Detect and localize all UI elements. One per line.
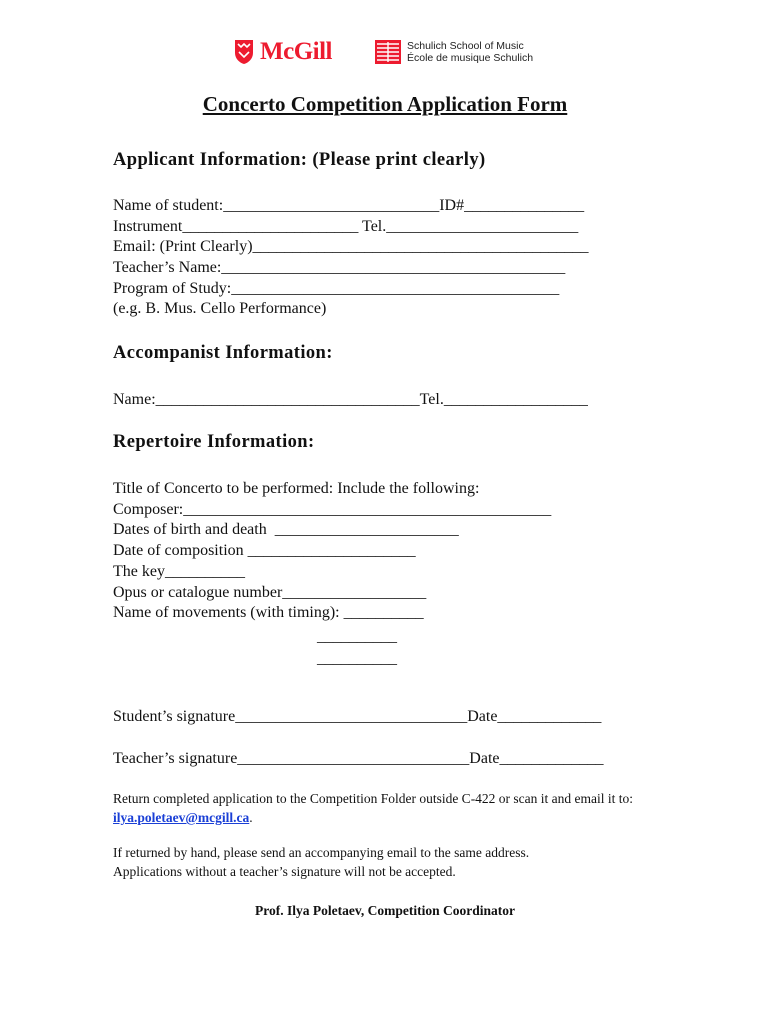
movements-field-2[interactable]: __________ bbox=[113, 628, 397, 645]
schulich-line-fr: École de musique Schulich bbox=[407, 52, 534, 64]
composer-field[interactable]: Composer:______________________________________________ bbox=[113, 501, 552, 518]
program-example: (e.g. B. Mus. Cello Performance) bbox=[113, 300, 327, 317]
coordinator-signoff: Prof. Ilya Poletaev, Competition Coordinator bbox=[255, 903, 515, 918]
signature-requirement-note: Applications without a teacher’s signature will not be accepted. bbox=[113, 864, 456, 879]
schulich-text bbox=[407, 40, 533, 64]
applicant-heading: Applicant Information: (Please print clearly) bbox=[113, 150, 486, 170]
hand-return-note: If returned by hand, please send an accompanying email to the same address. bbox=[113, 845, 530, 860]
form-title: Concerto Competition Application Form bbox=[202, 92, 568, 116]
opus-field[interactable]: Opus or catalogue number__________________ bbox=[113, 584, 427, 601]
mcgill-wordmark: McGill bbox=[260, 38, 332, 65]
teacher-name-field[interactable]: Teacher’s Name:___________________________________________ bbox=[113, 259, 566, 276]
email-field[interactable]: Email: (Print Clearly)__________________________________________ bbox=[113, 238, 589, 255]
program-field[interactable]: Program of Study:_________________________________________ bbox=[113, 280, 560, 297]
student-signature-field[interactable]: Student’s signature_____________________________Date_____________ bbox=[113, 708, 602, 725]
repertoire-heading: Repertoire Information: bbox=[113, 432, 315, 452]
concerto-title-label: Title of Concerto to be performed: Include the following: bbox=[113, 480, 480, 497]
movements-field-3[interactable]: __________ bbox=[113, 650, 397, 667]
return-instructions bbox=[113, 789, 673, 827]
accompanist-name-field[interactable]: Name:_________________________________Tel.__________________ bbox=[113, 391, 588, 408]
key-field[interactable]: The key__________ bbox=[113, 563, 245, 580]
coordinator-email-link[interactable]: ilya.poletaev@mcgill.ca bbox=[113, 810, 250, 825]
schulich-logo bbox=[375, 40, 533, 64]
schulich-mark-icon bbox=[375, 40, 401, 64]
accompanist-heading: Accompanist Information: bbox=[113, 343, 333, 363]
dates-field[interactable]: Dates of birth and death _______________________ bbox=[113, 521, 459, 538]
mcgill-shield-icon bbox=[234, 39, 254, 65]
return-period: . bbox=[249, 810, 253, 825]
movements-field[interactable]: Name of movements (with timing): __________ bbox=[113, 604, 424, 621]
instrument-field[interactable]: Instrument______________________ Tel.________________________ bbox=[113, 218, 579, 235]
schulich-line-en: Schulich School of Music bbox=[407, 40, 524, 52]
teacher-signature-field[interactable]: Teacher’s signature_____________________________Date_____________ bbox=[113, 750, 604, 767]
return-text: Return completed application to the Competition Folder outside C-422 or scan it and email it to: bbox=[113, 791, 634, 806]
student-name-field[interactable]: Name of student:___________________________ID#_______________ bbox=[113, 197, 585, 214]
mcgill-logo bbox=[234, 38, 332, 66]
composition-date-field[interactable]: Date of composition _____________________ bbox=[113, 542, 416, 559]
